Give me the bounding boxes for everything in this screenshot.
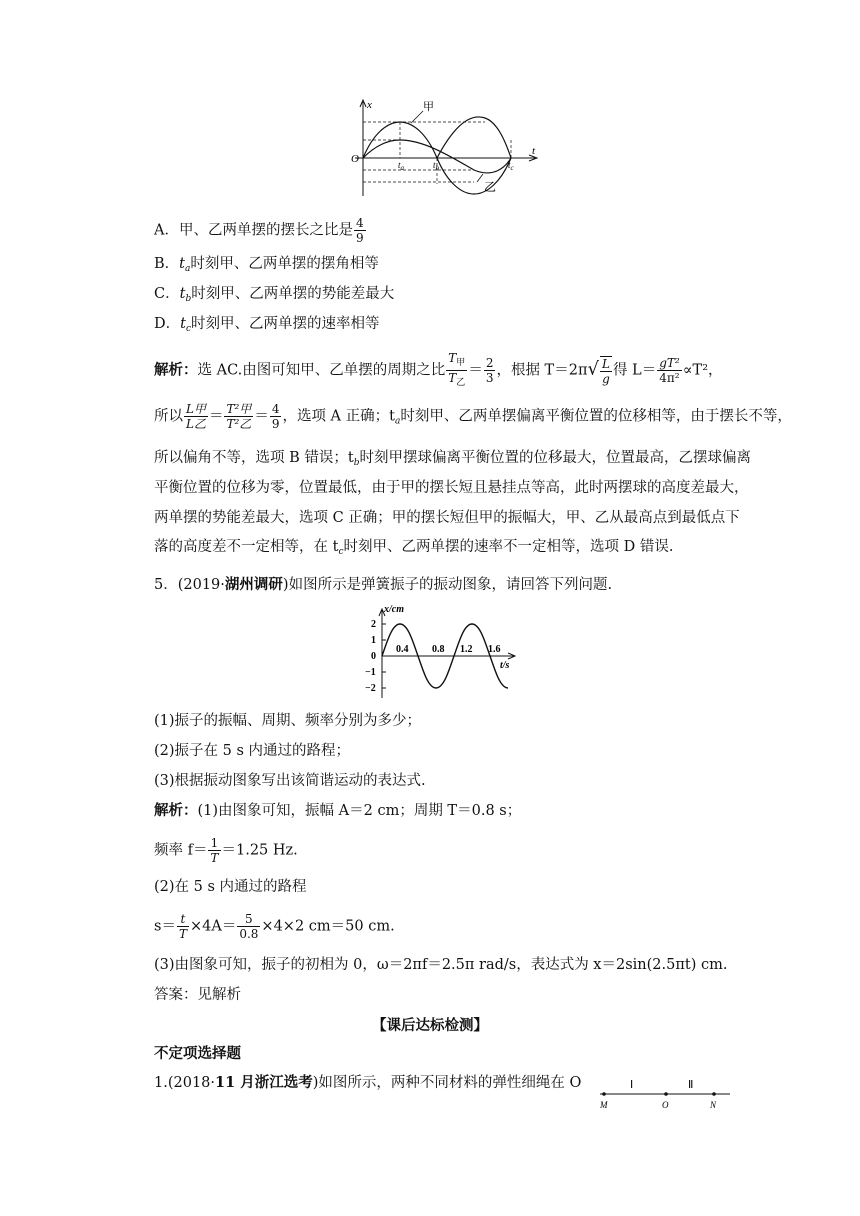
- analysis5-line4: s＝ $\frac{t}{T}$ ×4A＝ $\frac{5}{0.8}$ ×4×2 cm＝50 cm.: [154, 912, 395, 941]
- pendulum-graph: [345, 96, 550, 196]
- option-a-fraction: $\frac{4}{9}$: [355, 216, 364, 245]
- origin-label: O: [351, 153, 359, 165]
- analysis4-line3: 所以偏角不等，选项 B 错误；$t_b$时刻甲摆球偏离平衡位置的位移最大，位置最高，乙摆球偏离: [154, 450, 751, 468]
- ta-label: $t_a$: [398, 160, 405, 172]
- y-tick-1: 1: [371, 635, 376, 646]
- tb-label: $t_b$: [433, 160, 440, 172]
- roman-2-label: Ⅱ: [688, 1079, 694, 1091]
- t-axis-label: t: [532, 145, 536, 157]
- option-c: C．$t_b$时刻甲、乙两单摆的势能差最大: [154, 286, 395, 304]
- yi-label: 乙: [484, 180, 497, 194]
- section-subtitle: 不定项选择题: [154, 1045, 241, 1062]
- analysis4-line1: 解析：选 AC.由图可知甲、乙单摆的周期之比 $\frac{T_甲}{T_乙}$ ＝ $\frac{2}{3}$ ，根据 T＝2π√ $\frac{L}{g}$ 得 L＝ $\frac{\text{gT²}}{\text{4π²}}$ ∝T²，: [154, 351, 723, 388]
- m-label: M: [600, 1100, 608, 1110]
- x-tick-0.4: 0.4: [396, 644, 409, 655]
- n-label: N: [710, 1100, 717, 1110]
- y-tick-neg1: −1: [365, 667, 376, 678]
- option-d: D．$t_c$时刻甲、乙两单摆的速率相等: [154, 316, 380, 334]
- q5-item3: (3)根据振动图象写出该简谐运动的表达式.: [154, 773, 426, 789]
- oscillation-graph: [362, 604, 522, 700]
- analysis5-line5: (3)由图象可知，振子的初相为 0，ω＝2πf＝2.5π rad/s，表达式为 x＝2sin(2.5πt) cm.: [154, 957, 728, 973]
- tc-label: $t_c$: [508, 160, 514, 172]
- jia-label: 甲: [423, 101, 434, 113]
- question1-stem: 1.(2018·11 月浙江选考)如图所示，两种不同材料的弹性细绳在 O: [154, 1074, 582, 1091]
- analysis5-line1: 解析：(1)由图象可知，振幅 A＝2 cm；周期 T＝0.8 s；: [154, 802, 522, 819]
- analysis4-line2: 所以 $\frac{\text{L甲}}{\text{L乙}}$ ＝ $\frac{\text{T²甲}}{\text{T²乙}}$ ＝ $\frac{4}{9}$ ，选项 A 正确；$t_a$时刻甲、乙两单摆偏离平衡位置的位移相等，由于摆长不等，: [154, 402, 792, 431]
- section-title: 【课后达标检测】: [372, 1017, 488, 1034]
- x-tick-1.2: 1.2: [460, 644, 473, 655]
- q5-item2: (2)振子在 5 s 内通过的路程；: [154, 743, 351, 759]
- x-axis-label: t/s: [500, 660, 510, 671]
- analysis5-line3: (2)在 5 s 内通过的路程: [154, 879, 307, 895]
- y-axis-label: x/cm: [384, 604, 404, 615]
- x-tick-0.8: 0.8: [432, 644, 445, 655]
- option-b: B．$t_a$时刻甲、乙两单摆的摆角相等: [154, 256, 379, 274]
- roman-1-label: Ⅰ: [630, 1079, 634, 1091]
- o-label: O: [662, 1100, 669, 1110]
- option-a: A．甲、乙两单摆的摆长之比是 $\frac{4}{9}$: [154, 216, 364, 245]
- analysis4-line5: 两单摆的势能差最大，选项 C 正确；甲的摆长短但甲的振幅大，甲、乙从最高点到最低点下: [154, 510, 740, 526]
- rope-figure: [594, 1076, 734, 1110]
- y-tick-neg2: −2: [365, 683, 376, 694]
- x-axis-label: x: [367, 99, 372, 111]
- y-tick-0: 0: [371, 651, 376, 662]
- answer: 答案：见解析: [154, 987, 241, 1003]
- analysis5-line2: 频率 f＝ $\frac{1}{T}$ ＝1.25 Hz.: [154, 836, 298, 865]
- x-tick-1.6: 1.6: [488, 644, 501, 655]
- q5-item1: (1)振子的振幅、周期、频率分别为多少；: [154, 713, 422, 729]
- question5-stem: 5．(2019·湖州调研)如图所示是弹簧振子的振动图象，请回答下列问题.: [154, 576, 613, 593]
- y-tick-2: 2: [371, 619, 376, 630]
- analysis4-line6: 落的高度差不一定相等，在 $t_c$时刻甲、乙两单摆的速率不一定相等，选项 D 错误.: [154, 539, 674, 557]
- analysis4-line4: 平衡位置的位移为零，位置最低，由于甲的摆长短且悬挂点等高，此时两摆球的高度差最大，: [154, 480, 749, 496]
